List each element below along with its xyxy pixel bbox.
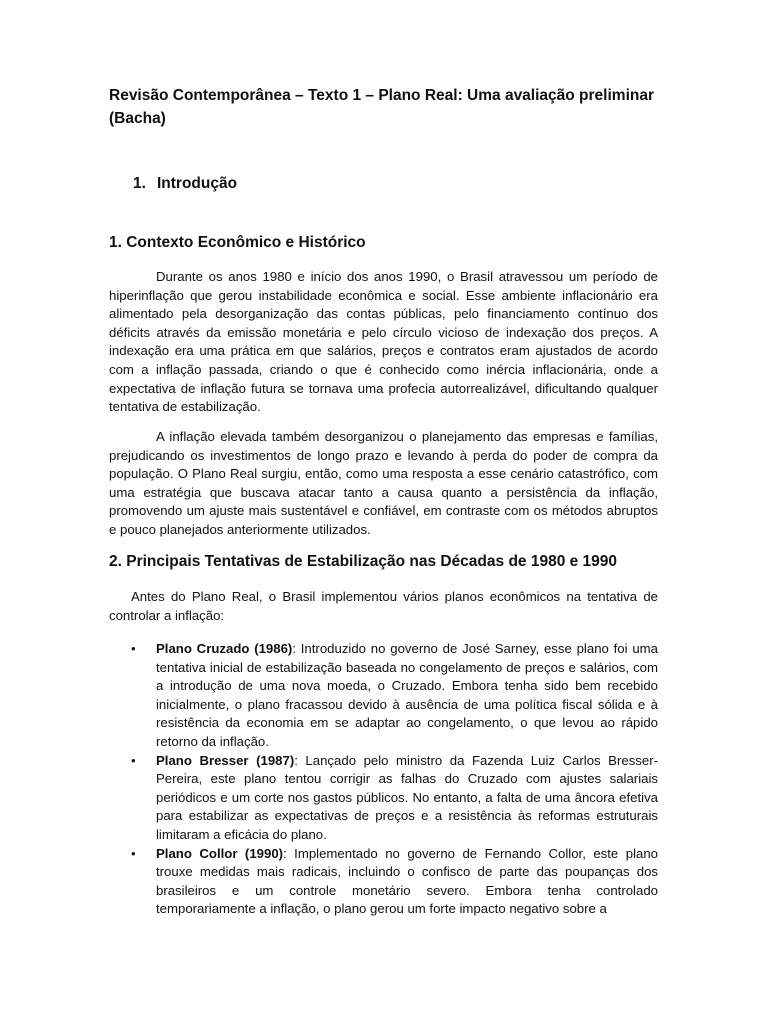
section-1-paragraph-1: Durante os anos 1980 e início dos anos 1990, o Brasil atravessou um período de hiperinflação que gerou instabilidade econômica e social. Esse ambiente inflacionário era alimentado pela desorganização das contas públicas, pelo financiamento contínuo dos déficits através da emissão monetária e pelo círculo vicioso de indexação dos preços. A indexação era uma prática em que salários, preços e contratos eram ajustados de acordo com a inflação passada, criando o que é conhecido como inércia inflacionária, onde a expectativa de inflação futura se tornava uma profecia autorrealizável, dificultando qualquer tentativa de estabilização.: [109, 269, 658, 415]
heading-text: Introdução: [157, 175, 238, 192]
section-1-paragraph-2: A inflação elevada também desorganizou o planejamento das empresas e famílias, prejudicando os investimentos de longo prazo e levando à perda do poder de compra da população. O Plano Real surgiu, então, como uma resposta a esse cenário catastrófico, com uma estratégia que buscava atacar tanto a causa quanto a persistência da inflação, promovendo um ajuste mais sustentável e confiável, em contraste com os métodos abruptos e pouco planejados anteriormente utilizados.: [109, 429, 658, 537]
bullet-term: Plano Cruzado (1986): [156, 641, 293, 656]
bullet-term: Plano Bresser (1987): [156, 752, 295, 768]
section-1-title: 1. Contexto Econômico e Histórico: [109, 234, 366, 251]
document-title: Revisão Contemporânea – Texto 1 – Plano Real: Uma avaliação preliminar (Bacha): [109, 87, 654, 127]
list-item: [109, 845, 658, 919]
bullet-text: : Implementado no governo de Fernando Collor, este plano trouxe medidas mais radicais, incluindo o confisco de parte das poupanças dos brasileiros e um controle monetário severo. Embora tenha controlado temporariamente a inflação, o plano gerou um forte impacto negativo sobre a: [156, 845, 658, 917]
list-item: [109, 752, 658, 845]
section-2-intro: Antes do Plano Real, o Brasil implementou vários planos econômicos na tentativa de controlar a inflação:: [109, 589, 658, 623]
bullet-text: : Lançado pelo ministro da Fazenda Luiz Carlos Bresser-Pereira, este plano tentou corrigir as falhas do Cruzado com ajustes salariais periódicos e um corte nos gastos públicos. No entanto, a falta de uma âncora efetiva para estabilizar as expectativas de preços e a resistência às reformas estruturais limitaram a eficácia do plano.: [156, 752, 658, 842]
heading-number: 1.: [133, 175, 146, 192]
bullet-marker: •: [131, 641, 136, 656]
bullet-text: : Introduzido no governo de José Sarney, esse plano foi uma tentativa inicial de estabilização baseada no congelamento de preços e salários, com a introdução de uma nova moeda, o Cruzado. Embora tenha sido bem recebido inicialmente, o plano fracassou devido à ausência de uma política fiscal sólida e à resistência da economia em se adaptar ao congelamento, o que levou ao rápido retorno da inflação.: [156, 641, 658, 749]
bullet-marker: •: [131, 752, 136, 768]
numbered-heading-introducao: [133, 172, 237, 196]
stabilization-plans-list: [109, 640, 658, 919]
bullet-term: Plano Collor (1990): [156, 845, 284, 861]
bullet-marker: •: [131, 845, 136, 861]
section-2-title: 2. Principais Tentativas de Estabilização nas Décadas de 1980 e 1990: [109, 553, 618, 570]
list-item: [109, 640, 658, 752]
